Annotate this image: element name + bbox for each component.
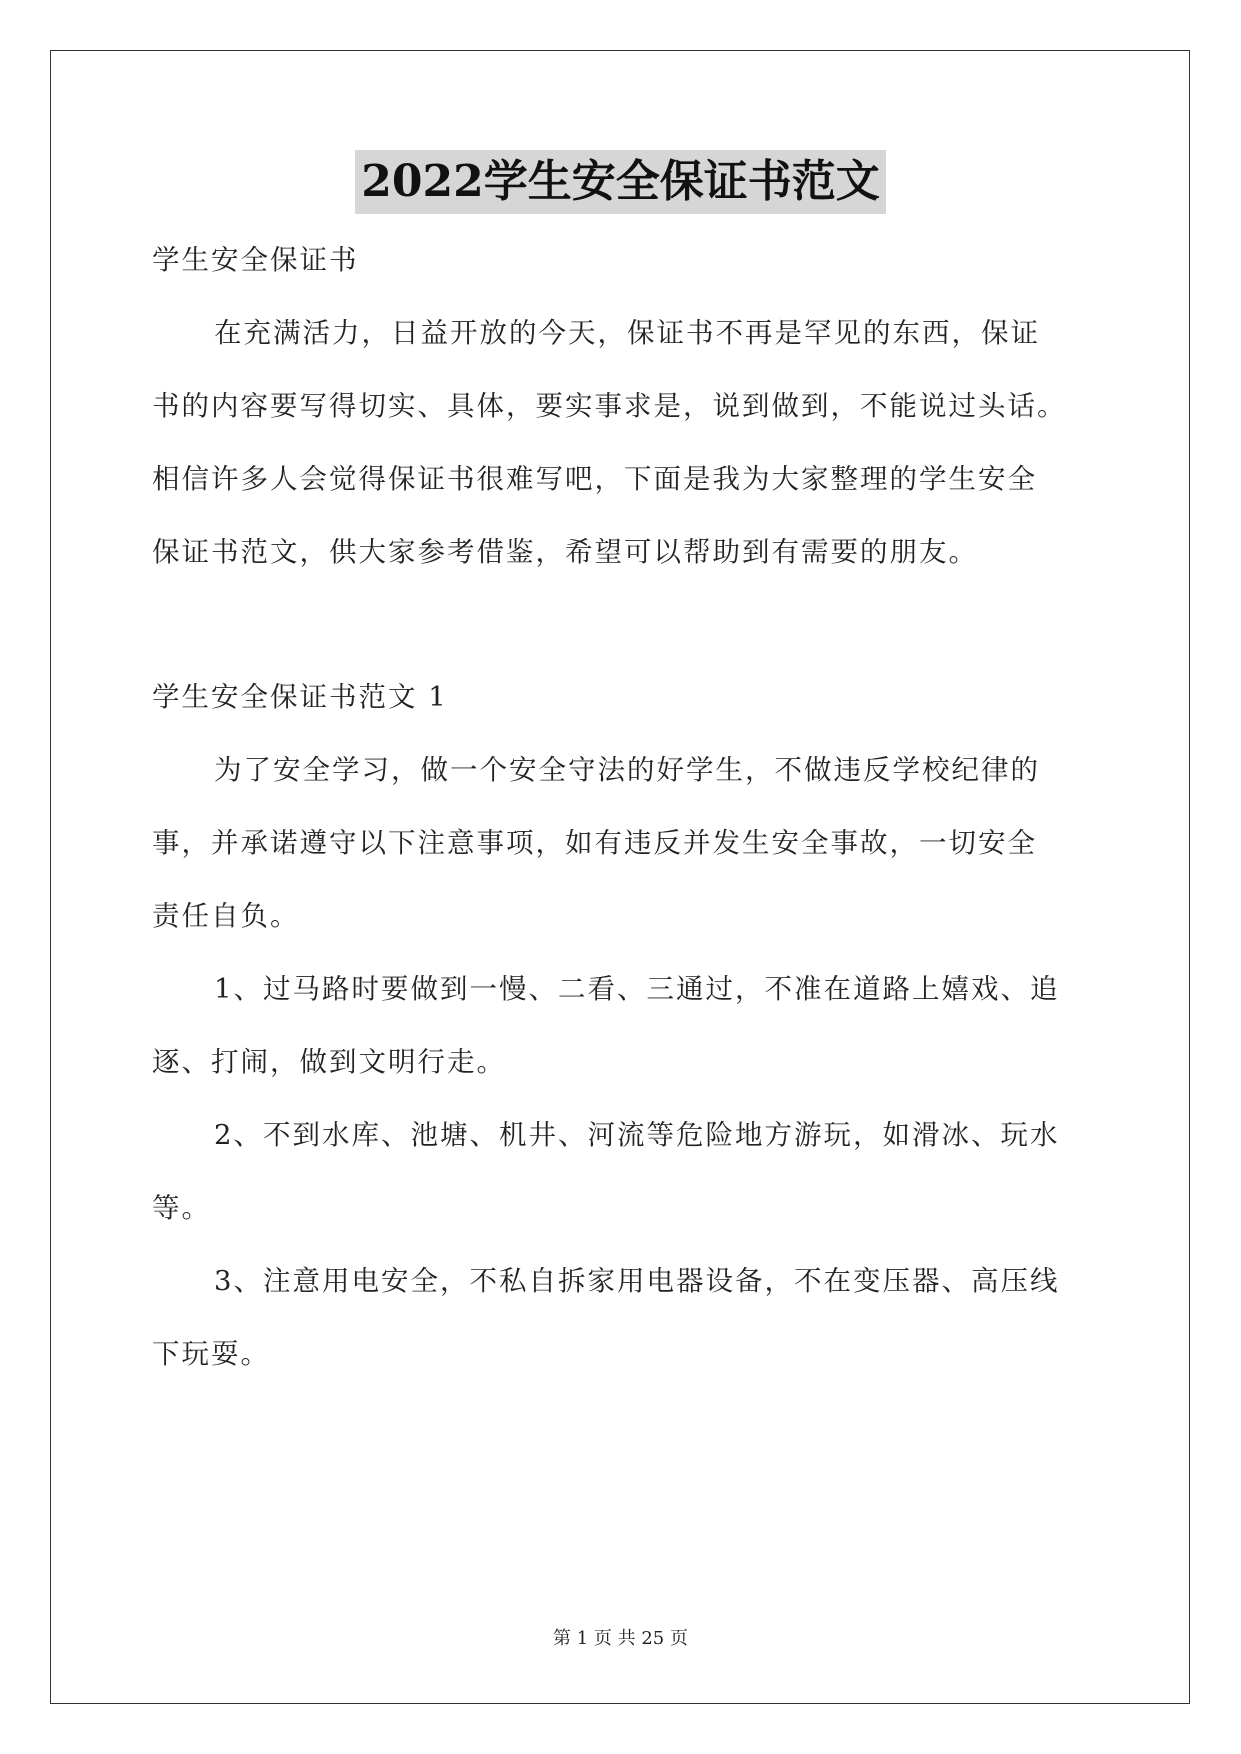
section-heading: 学生安全保证书 — [152, 244, 359, 276]
paragraph-line: 等。 — [152, 1192, 211, 1224]
list-item: 2、不到水库、池塘、机井、河流等危险地方游玩，如滑冰、玩水 — [214, 1119, 1060, 1151]
paragraph-line: 书的内容要写得切实、具体，要实事求是，说到做到，不能说过头话。 — [152, 390, 1067, 422]
list-item: 3、注意用电安全，不私自拆家用电器设备，不在变压器、高压线 — [214, 1265, 1060, 1297]
paragraph-line: 保证书范文，供大家参考借鉴，希望可以帮助到有需要的朋友。 — [152, 536, 978, 568]
paragraph-line: 为了安全学习，做一个安全守法的好学生，不做违反学校纪律的 — [214, 754, 1040, 786]
page-number-footer: 第 1 页 共 25 页 — [553, 1628, 688, 1649]
paragraph-line: 相信许多人会觉得保证书很难写吧，下面是我为大家整理的学生安全 — [152, 463, 1037, 495]
paragraph-line: 在充满活力，日益开放的今天，保证书不再是罕见的东西，保证 — [214, 317, 1040, 349]
paragraph-line: 下玩耍。 — [152, 1338, 270, 1370]
document-title: 2022学生安全保证书范文 — [355, 150, 885, 214]
title-container — [0, 150, 1241, 214]
page-border — [50, 50, 1190, 1704]
paragraph-line: 逐、打闹，做到文明行走。 — [152, 1046, 506, 1078]
section-heading: 学生安全保证书范文 1 — [152, 681, 448, 713]
list-item: 1、过马路时要做到一慢、二看、三通过，不准在道路上嬉戏、追 — [214, 973, 1060, 1005]
paragraph-line: 事，并承诺遵守以下注意事项，如有违反并发生安全事故，一切安全 — [152, 827, 1037, 859]
paragraph-line: 责任自负。 — [152, 900, 300, 932]
